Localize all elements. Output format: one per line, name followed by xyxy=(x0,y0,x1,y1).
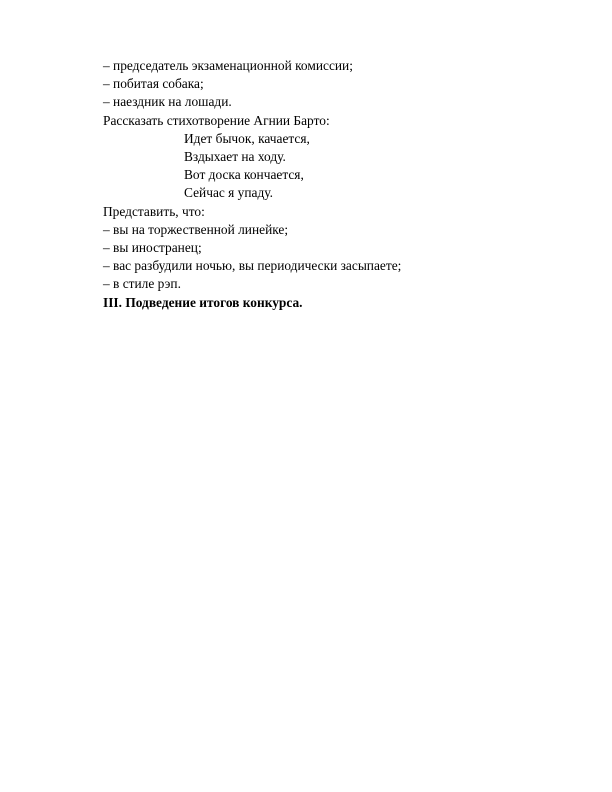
poem-line: Вот доска кончается, xyxy=(184,167,304,183)
document-text xyxy=(103,57,523,312)
list-item: – вас разбудили ночью, вы периодически засыпаете; xyxy=(103,258,402,274)
list-item: – вы на торжественной линейке; xyxy=(103,221,289,237)
list-item: – в стиле рэп. xyxy=(103,276,181,292)
poem-line: Идет бычок, качается, xyxy=(184,130,310,146)
list-item: – вы иностранец; xyxy=(103,240,202,256)
imagine-intro: Представить, что: xyxy=(103,203,205,219)
list-item: – председатель экзаменационной комиссии; xyxy=(103,58,353,73)
section-heading: III. Подведение итогов конкурса. xyxy=(103,294,303,310)
poem-intro: Рассказать стихотворение Агнии Барто: xyxy=(103,112,330,128)
list-item: – побитая собака; xyxy=(103,76,204,92)
poem-line: Вздыхает на ходу. xyxy=(184,149,286,165)
poem-line: Сейчас я упаду. xyxy=(184,185,273,201)
list-item: – наездник на лошади. xyxy=(103,94,232,110)
